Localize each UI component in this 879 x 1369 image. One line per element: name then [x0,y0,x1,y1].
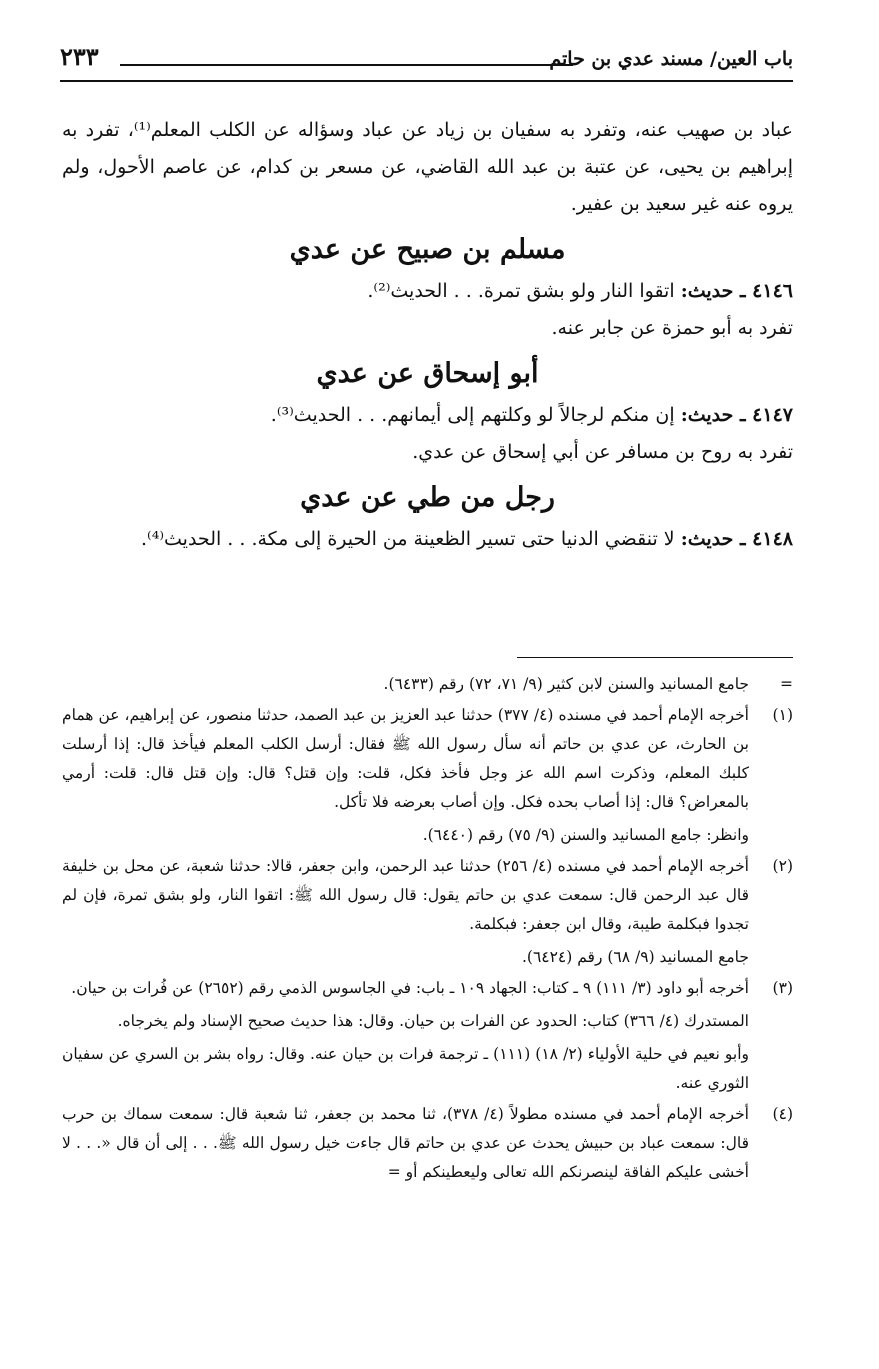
footnote-text: وأبو نعيم في حلية الأولياء (٢/ ١٨) (١١١) ـ ترجمة فرات بن حيان عنه. وقال: رواه بشر بن السري عن سفيان الثوري عنه. [62,1045,749,1092]
footnote-text: أخرجه الإمام أحمد في مسنده (٤/ ٢٥٦) حدثنا عبد الرحمن، وابن جعفر، قالا: حدثنا شعبة، عن محل بن خليفة قال عبد الرحمن قال: سمعت عدي بن حاتم يقول: قال رسول الله ﷺ: اتقوا النار، ولو بشق تمرة، فإن لم تجدوا فبكلمة طيبة، وقال ابن جعفر: فبكلمة. [62,857,749,933]
footnote-text: جامع المسانيد والسنن لابن كثير (٩/ ٧١، ٧٢) رقم (٦٤٣٣). [383,675,749,693]
footnote-text: وانظر: جامع المسانيد والسنن (٩/ ٧٥) رقم (٦٤٤٠). [422,826,749,844]
footnotes [62,670,793,1189]
hadith-entry [62,273,793,310]
section-title: مسلم بن صبيح عن عدي [289,234,566,265]
footnote-3 [62,974,793,1098]
hadith-note: تفرد به أبو حمزة عن جابر عنه. [551,317,793,339]
header-rule [120,64,573,66]
footnote-mark: (٣) [772,979,793,997]
footnote-separator [517,657,793,658]
section-title: رجل من طي عن عدي [300,482,555,513]
footnote-1 [62,701,793,850]
hadith-number: ٤١٤٦ ـ حديث: [680,280,793,302]
hadith-entry [62,521,793,558]
hadith-note: تفرد به روح بن مسافر عن أبي إسحاق عن عدي. [412,441,793,463]
hadith-text: إن منكم لرجالاً لو وكلتهم إلى أيمانهم. . . الحديث⁽³⁾. [270,404,675,426]
page-number: ٢٣٣ [60,42,99,71]
header-underline [60,80,793,82]
footnote-4 [62,1100,793,1187]
footnote-continuation [62,670,793,699]
footnote-text: أخرجه أبو داود (٣/ ١١١) ٩ ـ كتاب: الجهاد ١٠٩ ـ باب: في الجاسوس الذمي رقم (٢٦٥٢) عن فُرات بن حيان. [71,979,749,997]
main-text [62,112,793,558]
footnote-text: جامع المسانيد (٩/ ٦٨) رقم (٦٤٢٤). [521,948,749,966]
running-title: باب العين/ مسند عدي بن حاتم [549,48,793,70]
footnote-mark: (٢) [772,857,793,875]
footnote-mark: (١) [772,706,793,724]
footnote-2 [62,852,793,972]
section-title: أبو إسحاق عن عدي [316,358,539,389]
page-header [60,42,793,82]
footnote-text: أخرجه الإمام أحمد في مسنده مطولاً (٤/ ٣٧٨)، ثنا محمد بن جعفر، ثنا شعبة قال: سمعت سماك بن حرب قال: سمعت عباد بن حبيش يحدث عن عدي بن حاتم قال جاءت خيل رسول الله ﷺ. . . إلى أن قال «. . . لا أخشى عليكم الفاقة لينصرنكم الله تعالى وليعطينكم أو = [62,1105,749,1181]
hadith-text: لا تنقضي الدنيا حتى تسير الظعينة من الحيرة إلى مكة. . . الحديث⁽⁴⁾. [141,528,675,550]
hadith-number: ٤١٤٧ ـ حديث: [680,404,793,426]
footnote-mark: (٤) [772,1105,793,1123]
hadith-entry [62,397,793,434]
hadith-text: اتقوا النار ولو بشق تمرة. . . الحديث⁽²⁾. [367,280,675,302]
intro-paragraph: عباد بن صهيب عنه، وتفرد به سفيان بن زياد عن عباد وسؤاله عن الكلب المعلم⁽¹⁾، تفرد به إبراهيم بن يحيى، عن عتبة بن عبد الله القاضي، عن مسعر بن كدام، عن عاصم الأحول، ولم يروه عنه غير سعيد بن عفير. [62,119,793,215]
hadith-number: ٤١٤٨ ـ حديث: [680,528,793,550]
footnote-text: أخرجه الإمام أحمد في مسنده (٤/ ٣٧٧) حدثنا عبد العزيز بن عبد الصمد، حدثنا منصور، عن إبراهيم، عن همام بن الحارث، عن عدي بن حاتم أنه سأل رسول الله ﷺ فقال: أرسل الكلب المعلم فيأخذ قال: إذا أرسلت كلبك المعلم، وذكرت اسم الله عز وجل فأخذ فكل، قلت: وإن قتل؟ قال: وإن قتل قال: قلت: أرمي بالمعراض؟ قال: إذا أصاب بحده فكل. وإن أصاب بعرضه فلا تأكل. [62,706,749,811]
footnote-mark: = [780,675,793,693]
footnote-text: المستدرك (٤/ ٣٦٦) كتاب: الحدود عن الفرات بن حيان. وقال: هذا حديث صحيح الإسناد ولم يخرجاه. [117,1012,749,1030]
